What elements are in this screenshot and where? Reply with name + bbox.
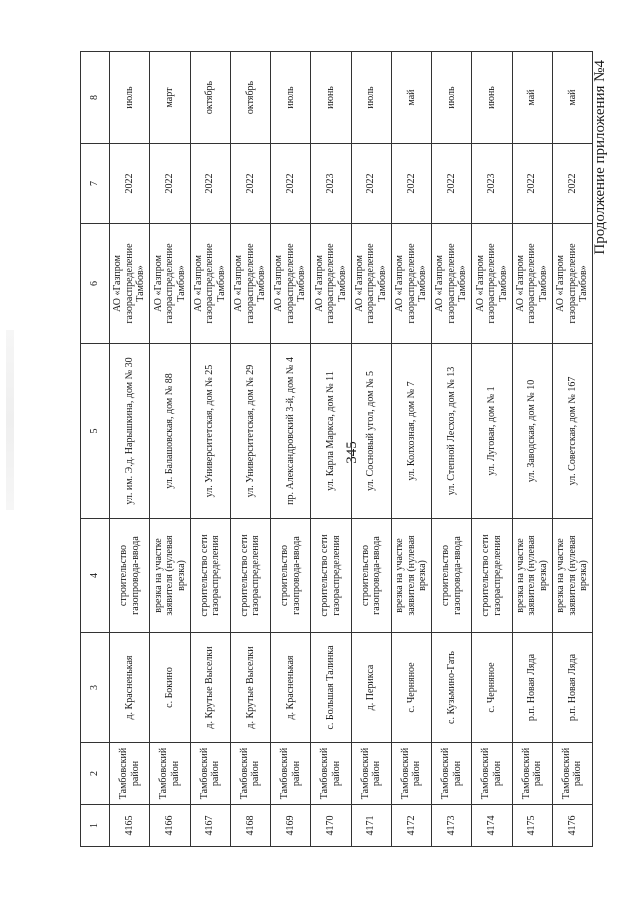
cell-address: ул. Советская, дом № 167 xyxy=(552,344,592,519)
cell-district: Тамбовский район xyxy=(230,743,270,805)
cell-month: июнь xyxy=(472,52,512,144)
cell-district: Тамбовский район xyxy=(391,743,431,805)
cell-year: 2023 xyxy=(311,144,351,224)
table-row xyxy=(271,52,311,847)
cell-row-number: 4173 xyxy=(432,805,472,847)
cell-year: 2022 xyxy=(110,144,150,224)
column-header-6: 6 xyxy=(81,224,110,344)
cell-year: 2022 xyxy=(271,144,311,224)
table-row xyxy=(230,52,270,847)
cell-executor: АО «Газпром газораспределение Тамбов» xyxy=(311,224,351,344)
cell-month: октябрь xyxy=(190,52,230,144)
cell-executor: АО «Газпром газораспределение Тамбов» xyxy=(432,224,472,344)
table-row xyxy=(190,52,230,847)
cell-row-number: 4176 xyxy=(552,805,592,847)
cell-year: 2023 xyxy=(472,144,512,224)
column-header-2: 2 xyxy=(81,743,110,805)
cell-work-type: врезка на участке заявителя (нулевая врезка) xyxy=(391,519,431,633)
cell-executor: АО «Газпром газораспределение Тамбов» xyxy=(512,224,552,344)
table-row xyxy=(512,52,552,847)
cell-month: май xyxy=(512,52,552,144)
cell-row-number: 4167 xyxy=(190,805,230,847)
cell-address: ул. Степной Лесхоз, дом № 13 xyxy=(432,344,472,519)
cell-executor: АО «Газпром газораспределение Тамбов» xyxy=(271,224,311,344)
appendix-table-container xyxy=(80,52,593,847)
cell-settlement: с. Бокино xyxy=(150,633,190,743)
cell-work-type: строительство газопровода-ввода xyxy=(110,519,150,633)
table-row xyxy=(552,52,592,847)
cell-row-number: 4165 xyxy=(110,805,150,847)
cell-settlement: д. Перикса xyxy=(351,633,391,743)
table-row xyxy=(351,52,391,847)
cell-district: Тамбовский район xyxy=(432,743,472,805)
cell-executor: АО «Газпром газораспределение Тамбов» xyxy=(552,224,592,344)
cell-address: ул. Университетская, дом № 25 xyxy=(190,344,230,519)
cell-row-number: 4171 xyxy=(351,805,391,847)
cell-settlement: д. Крутые Выселки xyxy=(190,633,230,743)
cell-row-number: 4170 xyxy=(311,805,351,847)
column-header-4: 4 xyxy=(81,519,110,633)
cell-year: 2022 xyxy=(512,144,552,224)
cell-district: Тамбовский район xyxy=(552,743,592,805)
page-number: 345 xyxy=(344,441,360,464)
cell-year: 2022 xyxy=(432,144,472,224)
cell-district: Тамбовский район xyxy=(110,743,150,805)
cell-settlement: с. Кузьмино-Гать xyxy=(432,633,472,743)
table-row xyxy=(432,52,472,847)
continuation-title: Продолжение приложения №4 xyxy=(592,60,608,255)
cell-address: ул. Сосновый угол, дом № 5 xyxy=(351,344,391,519)
cell-settlement: р.п. Новая Ляда xyxy=(512,633,552,743)
cell-address: пр. Александровский 3-й, дом № 4 xyxy=(271,344,311,519)
cell-address: ул. Заводская, дом № 10 xyxy=(512,344,552,519)
cell-row-number: 4174 xyxy=(472,805,512,847)
cell-address: ул. Карла Маркса, дом № 11 xyxy=(311,344,351,519)
cell-settlement: с. Большая Талинка xyxy=(311,633,351,743)
cell-month: июль xyxy=(351,52,391,144)
cell-executor: АО «Газпром газораспределение Тамбов» xyxy=(230,224,270,344)
cell-address: ул. Луговая, дом № 1 xyxy=(472,344,512,519)
cell-district: Тамбовский район xyxy=(512,743,552,805)
cell-year: 2022 xyxy=(150,144,190,224)
cell-work-type: строительство сети газораспределения xyxy=(230,519,270,633)
cell-district: Тамбовский район xyxy=(190,743,230,805)
column-header-5: 5 xyxy=(81,344,110,519)
cell-executor: АО «Газпром газораспределение Тамбов» xyxy=(110,224,150,344)
cell-work-type: строительство газопровода-ввода xyxy=(271,519,311,633)
table-row xyxy=(110,52,150,847)
cell-row-number: 4175 xyxy=(512,805,552,847)
appendix-table xyxy=(80,51,593,847)
cell-year: 2022 xyxy=(351,144,391,224)
table-header-row xyxy=(81,52,110,847)
cell-address: ул. Балашовская, дом № 88 xyxy=(150,344,190,519)
column-header-3: 3 xyxy=(81,633,110,743)
cell-year: 2022 xyxy=(190,144,230,224)
cell-month: октябрь xyxy=(230,52,270,144)
cell-settlement: д. Крутые Выселки xyxy=(230,633,270,743)
table-row xyxy=(391,52,431,847)
table-row xyxy=(472,52,512,847)
cell-year: 2022 xyxy=(552,144,592,224)
table-row xyxy=(150,52,190,847)
cell-district: Тамбовский район xyxy=(472,743,512,805)
table-body xyxy=(110,52,593,847)
cell-year: 2022 xyxy=(391,144,431,224)
table-row xyxy=(311,52,351,847)
cell-work-type: строительство газопровода-ввода xyxy=(432,519,472,633)
cell-address: ул. Университетская, дом № 29 xyxy=(230,344,270,519)
cell-month: март xyxy=(150,52,190,144)
cell-row-number: 4168 xyxy=(230,805,270,847)
cell-row-number: 4172 xyxy=(391,805,431,847)
cell-settlement: с. Черняное xyxy=(472,633,512,743)
cell-settlement: с. Черняное xyxy=(391,633,431,743)
cell-month: июль xyxy=(110,52,150,144)
cell-settlement: д. Красненькая xyxy=(271,633,311,743)
column-header-7: 7 xyxy=(81,144,110,224)
cell-year: 2022 xyxy=(230,144,270,224)
cell-executor: АО «Газпром газораспределение Тамбов» xyxy=(150,224,190,344)
cell-executor: АО «Газпром газораспределение Тамбов» xyxy=(190,224,230,344)
cell-work-type: врезка на участке заявителя (нулевая врезка) xyxy=(150,519,190,633)
cell-month: май xyxy=(552,52,592,144)
cell-district: Тамбовский район xyxy=(311,743,351,805)
cell-row-number: 4166 xyxy=(150,805,190,847)
cell-work-type: строительство сети газораспределения xyxy=(311,519,351,633)
cell-settlement: р.п. Новая Ляда xyxy=(552,633,592,743)
cell-work-type: строительство газопровода-ввода xyxy=(351,519,391,633)
cell-executor: АО «Газпром газораспределение Тамбов» xyxy=(351,224,391,344)
cell-executor: АО «Газпром газораспределение Тамбов» xyxy=(391,224,431,344)
cell-work-type: врезка на участке заявителя (нулевая врезка) xyxy=(552,519,592,633)
cell-month: июль xyxy=(432,52,472,144)
cell-address: ул. им. Э.д. Нарышкина, дом № 30 xyxy=(110,344,150,519)
cell-work-type: врезка на участке заявителя (нулевая врезка) xyxy=(512,519,552,633)
cell-district: Тамбовский район xyxy=(271,743,311,805)
cell-month: июнь xyxy=(311,52,351,144)
cell-work-type: строительство сети газораспределения xyxy=(190,519,230,633)
cell-month: май xyxy=(391,52,431,144)
cell-settlement: д. Красненькая xyxy=(110,633,150,743)
cell-district: Тамбовский район xyxy=(150,743,190,805)
cell-work-type: строительство сети газораспределения xyxy=(472,519,512,633)
column-header-8: 8 xyxy=(81,52,110,144)
cell-executor: АО «Газпром газораспределение Тамбов» xyxy=(472,224,512,344)
cell-month: июль xyxy=(271,52,311,144)
column-header-1: 1 xyxy=(81,805,110,847)
cell-district: Тамбовский район xyxy=(351,743,391,805)
cell-row-number: 4169 xyxy=(271,805,311,847)
cell-address: ул. Колхозная, дом № 7 xyxy=(391,344,431,519)
